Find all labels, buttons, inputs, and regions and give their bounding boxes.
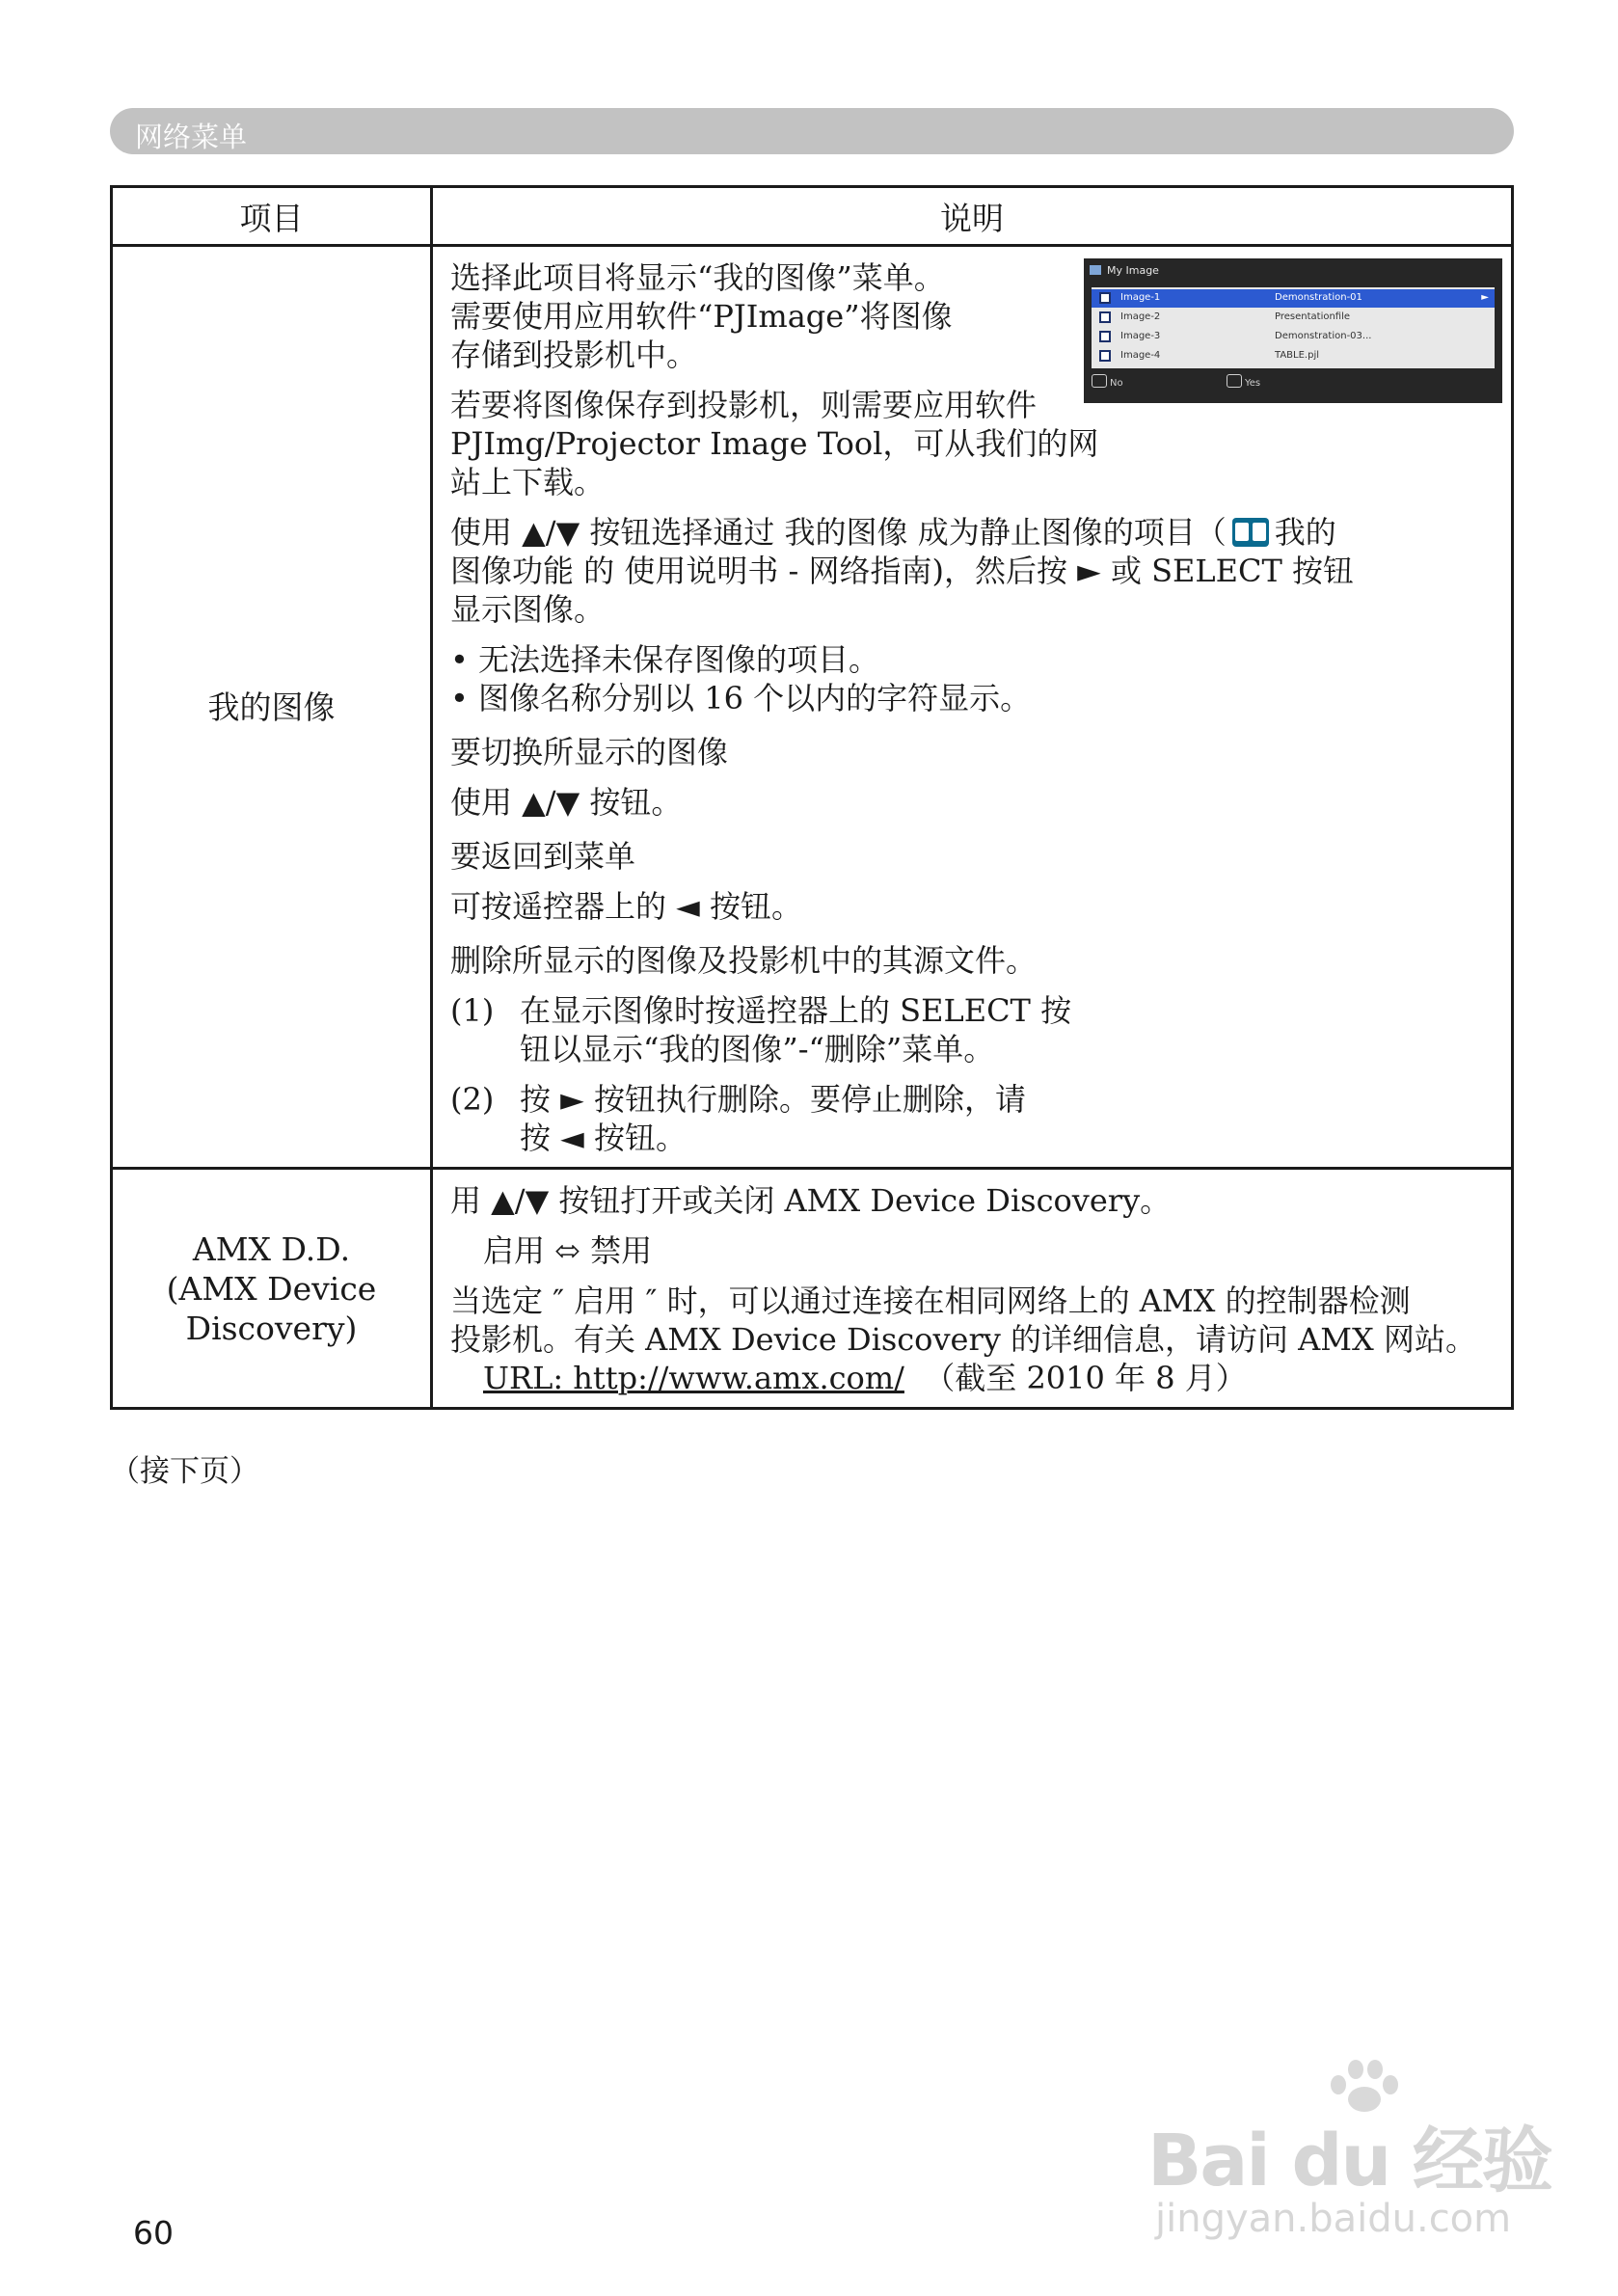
file-icon	[1099, 331, 1111, 342]
file-icon	[1099, 311, 1111, 323]
paw-icon	[1321, 2054, 1398, 2112]
usage-text: 使用 ▲/▼ 按钮选择通过 我的图像 成为静止图像的项目（ 我的 图像功能 的 使用说明书 - 网络指南)，然后按 ► 或 SELECT 按钮 显示图像。	[450, 514, 1355, 628]
monitor-icon	[1090, 265, 1101, 275]
delete-heading: 删除所显示的图像及投影机中的其源文件。	[450, 942, 1038, 979]
bullet-list	[450, 640, 1496, 717]
file-icon	[1099, 292, 1111, 304]
list-item: • 图像名称分别以 16 个以内的字符显示。	[450, 680, 1032, 716]
left-button-icon	[1092, 374, 1107, 388]
return-text: 可按遥控器上的 ◄ 按钮。	[450, 888, 802, 925]
list-item: Image-2 Presentationfile	[1092, 309, 1495, 327]
file-icon	[1099, 350, 1111, 362]
return-heading: 要返回到菜单	[450, 838, 636, 875]
software-text: 若要将图像保存到投影机，则需要应用软件 PJImg/Projector Image Tool，可从我们的网 站上下载。	[450, 387, 1099, 500]
section-header-bar	[110, 108, 1514, 154]
footer-yes: Yes	[1227, 374, 1260, 389]
my-image-menu-screenshot	[1084, 258, 1502, 403]
amx-toggle-instruction: 用 ▲/▼ 按钮打开或关闭 AMX Device Discovery。	[450, 1182, 1172, 1219]
list-item: Image-3 Demonstration-03...	[1092, 328, 1495, 346]
amx-detail-1: 当选定 ″ 启用 ″ 时，可以通过连接在相同网络上的 AMX 的控制器检测	[450, 1283, 1411, 1319]
table-row-amx	[112, 1169, 1513, 1409]
list-item: Image-4 TABLE.pjl	[1092, 347, 1495, 365]
amx-url-link[interactable]: URL: http://www.amx.com/	[483, 1360, 904, 1396]
switch-text: 使用 ▲/▼ 按钮。	[450, 784, 683, 821]
book-icon	[1232, 518, 1269, 547]
item-my-image: 我的图像	[112, 246, 432, 1169]
continued-note: （接下页）	[110, 1454, 259, 1489]
footer-no: No	[1092, 374, 1123, 389]
my-image-title: My Image	[1090, 264, 1159, 277]
list-item: Image-1 Demonstration-01 ►	[1092, 289, 1495, 308]
right-button-icon	[1227, 374, 1242, 388]
amx-url-line: URL: http://www.amx.com/ （截至 2010 年 8 月）	[483, 1360, 1247, 1396]
description-amx	[432, 1169, 1513, 1409]
step-1: (1) 在显示图像时按遥控器上的 SELECT 按 钮以显示“我的图像”-“删除”菜单。	[450, 992, 1072, 1067]
watermark-site: jingyan.baidu.com	[1155, 2197, 1512, 2241]
step-2: (2) 按 ► 按钮执行删除。要停止删除，请 按 ◄ 按钮。	[450, 1081, 1026, 1156]
watermark-brand: Bai du 经验	[1147, 2120, 1551, 2202]
amx-toggle-options: 启用 ⬄ 禁用	[483, 1232, 653, 1269]
page-number: 60	[133, 2214, 174, 2252]
header-description: 说明	[432, 187, 1513, 246]
baidu-watermark	[1147, 2054, 1552, 2247]
item-amx-dd: AMX D.D. (AMX Device Discovery)	[112, 1169, 432, 1409]
my-image-list	[1092, 287, 1495, 368]
section-title: 网络菜单	[135, 121, 248, 153]
intro-text: 选择此项目将显示“我的图像”菜单。 需要使用应用软件“PJImage”将图像 存储到投影机中。	[450, 259, 953, 373]
switch-heading: 要切换所显示的图像	[450, 734, 729, 770]
list-item: • 无法选择未保存图像的项目。	[450, 641, 880, 678]
amx-detail-2: 投影机。有关 AMX Device Discovery 的详细信息，请访问 AMX 网站。	[450, 1321, 1477, 1358]
header-item: 项目	[112, 187, 432, 246]
